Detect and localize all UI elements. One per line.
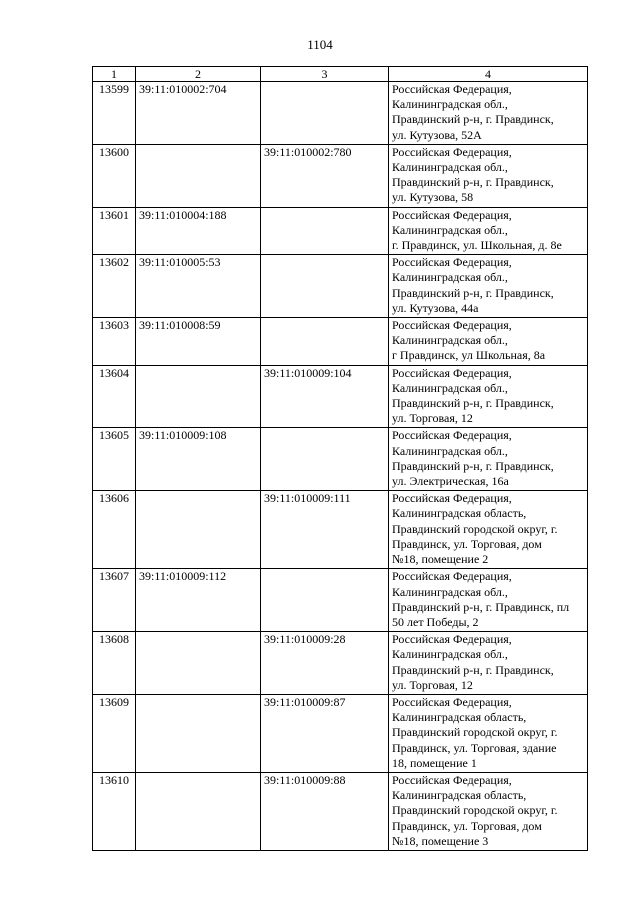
- column-header-3: 3: [261, 67, 389, 82]
- table-row: [93, 318, 588, 366]
- address-line: Калининградская обл.,: [392, 380, 508, 395]
- address-line: Калининградская область,: [392, 788, 527, 803]
- table-row: [93, 207, 588, 255]
- address-cell: [389, 632, 588, 695]
- address-line: Российская Федерация,: [392, 632, 512, 647]
- row-number-cell: 13605: [93, 428, 136, 491]
- address-cell: [389, 694, 588, 772]
- address-line: Правдинск, ул. Торговая, дом: [392, 536, 542, 551]
- address-line: Правдинский р-н, г. Правдинск,: [392, 458, 554, 473]
- row-number-cell: 13609: [93, 694, 136, 772]
- address-line: Российская Федерация,: [392, 207, 512, 222]
- cadastral-number-cell: [136, 632, 261, 695]
- cadastral-number-cell: 39:11:010005:53: [136, 255, 261, 318]
- address-line: Российская Федерация,: [392, 772, 512, 787]
- cadastral-number-cell: [136, 365, 261, 428]
- related-cadastral-number-cell: 39:11:010009:28: [261, 632, 389, 695]
- address-line: 50 лет Победы, 2: [392, 614, 479, 629]
- address-line: Калининградская область,: [392, 710, 527, 725]
- address-line: Правдинск, ул. Торговая, дом: [392, 818, 542, 833]
- address-line: Российская Федерация,: [392, 144, 512, 159]
- address-line: Российская Федерация,: [392, 318, 512, 333]
- cadastral-number-cell: 39:11:010008:59: [136, 318, 261, 366]
- cadastral-number-cell: [136, 144, 261, 207]
- address-line: Правдинский р-н, г. Правдинск,: [392, 662, 554, 677]
- related-cadastral-number-cell: 39:11:010009:87: [261, 694, 389, 772]
- address-line: Калининградская обл.,: [392, 160, 508, 175]
- address-line: ул. Торговая, 12: [392, 411, 473, 426]
- row-number-cell: 13600: [93, 144, 136, 207]
- cadastral-number-cell: 39:11:010009:108: [136, 428, 261, 491]
- address-line: Российская Федерация,: [392, 569, 512, 584]
- table-row: [93, 144, 588, 207]
- address-line: Российская Федерация,: [392, 491, 512, 506]
- address-cell: [389, 318, 588, 366]
- column-header-2: 2: [136, 67, 261, 82]
- related-cadastral-number-cell: [261, 82, 389, 145]
- related-cadastral-number-cell: [261, 318, 389, 366]
- table-row: [93, 491, 588, 569]
- address-cell: [389, 428, 588, 491]
- address-cell: [389, 82, 588, 145]
- address-cell: [389, 772, 588, 850]
- address-line: Правдинский р-н, г. Правдинск,: [392, 396, 554, 411]
- table-row: [93, 255, 588, 318]
- cadastral-number-cell: 39:11:010002:704: [136, 82, 261, 145]
- address-line: Правдинск, ул. Торговая, здание: [392, 740, 557, 755]
- related-cadastral-number-cell: [261, 569, 389, 632]
- address-line: Российская Федерация,: [392, 428, 512, 443]
- table-row: [93, 428, 588, 491]
- page-number: 1104: [307, 37, 333, 52]
- address-line: Калининградская обл.,: [392, 333, 508, 348]
- address-line: Правдинский р-н, г. Правдинск,: [392, 175, 554, 190]
- table-row: [93, 772, 588, 850]
- address-line: Российская Федерация,: [392, 82, 512, 96]
- address-line: 18, помещение 1: [392, 755, 477, 770]
- row-number-cell: 13604: [93, 365, 136, 428]
- address-line: Правдинский р-н, г. Правдинск,: [392, 285, 554, 300]
- address-cell: [389, 365, 588, 428]
- row-number-cell: 13602: [93, 255, 136, 318]
- address-line: Калининградская обл.,: [392, 270, 508, 285]
- address-cell: [389, 144, 588, 207]
- table-body: [93, 82, 588, 851]
- address-line: Калининградская обл.,: [392, 443, 508, 458]
- column-header-4: 4: [389, 67, 588, 82]
- cadastral-number-cell: 39:11:010009:112: [136, 569, 261, 632]
- cadastral-number-cell: [136, 694, 261, 772]
- column-header-row: [93, 67, 588, 82]
- row-number-cell: 13599: [93, 82, 136, 145]
- address-line: Калининградская обл.,: [392, 584, 508, 599]
- related-cadastral-number-cell: 39:11:010009:111: [261, 491, 389, 569]
- address-line: Российская Федерация,: [392, 694, 512, 709]
- address-line: ул. Торговая, 12: [392, 677, 473, 692]
- address-line: Российская Федерация,: [392, 365, 512, 380]
- cadastral-number-cell: [136, 491, 261, 569]
- address-cell: [389, 491, 588, 569]
- related-cadastral-number-cell: 39:11:010009:88: [261, 772, 389, 850]
- column-header-1: 1: [93, 67, 136, 82]
- address-line: Российская Федерация,: [392, 255, 512, 270]
- address-line: ул. Кутузова, 44а: [392, 300, 479, 315]
- address-line: ул. Электрическая, 16а: [392, 474, 509, 489]
- address-line: Правдинский р-н, г. Правдинск,: [392, 112, 554, 127]
- related-cadastral-number-cell: [261, 207, 389, 255]
- table-row: [93, 694, 588, 772]
- row-number-cell: 13606: [93, 491, 136, 569]
- row-number-cell: 13603: [93, 318, 136, 366]
- row-number-cell: 13601: [93, 207, 136, 255]
- address-cell: [389, 255, 588, 318]
- address-cell: [389, 569, 588, 632]
- table-row: [93, 632, 588, 695]
- related-cadastral-number-cell: [261, 428, 389, 491]
- address-line: Правдинский городской округ, г.: [392, 803, 558, 818]
- related-cadastral-number-cell: 39:11:010009:104: [261, 365, 389, 428]
- cadastral-register-table: [92, 66, 588, 851]
- related-cadastral-number-cell: [261, 255, 389, 318]
- address-line: Правдинский городской округ, г.: [392, 725, 558, 740]
- address-line: Калининградская обл.,: [392, 222, 508, 237]
- address-line: ул. Кутузова, 52А: [392, 127, 482, 142]
- address-cell: [389, 207, 588, 255]
- address-line: г. Правдинск, ул. Школьная, д. 8е: [392, 238, 562, 253]
- address-line: Правдинский городской округ, г.: [392, 521, 558, 536]
- address-line: Правдинский р-н, г. Правдинск, пл: [392, 599, 570, 614]
- table-row: [93, 82, 588, 145]
- row-number-cell: 13610: [93, 772, 136, 850]
- address-line: Калининградская обл.,: [392, 97, 508, 112]
- address-line: №18, помещение 3: [392, 833, 489, 848]
- address-line: ул. Кутузова, 58: [392, 190, 474, 205]
- row-number-cell: 13607: [93, 569, 136, 632]
- address-line: г Правдинск, ул Школьная, 8а: [392, 348, 546, 363]
- address-line: Калининградская обл.,: [392, 647, 508, 662]
- cadastral-number-cell: 39:11:010004:188: [136, 207, 261, 255]
- table-row: [93, 569, 588, 632]
- address-line: №18, помещение 2: [392, 552, 489, 567]
- table-row: [93, 365, 588, 428]
- related-cadastral-number-cell: 39:11:010002:780: [261, 144, 389, 207]
- row-number-cell: 13608: [93, 632, 136, 695]
- address-line: Калининградская область,: [392, 506, 527, 521]
- cadastral-number-cell: [136, 772, 261, 850]
